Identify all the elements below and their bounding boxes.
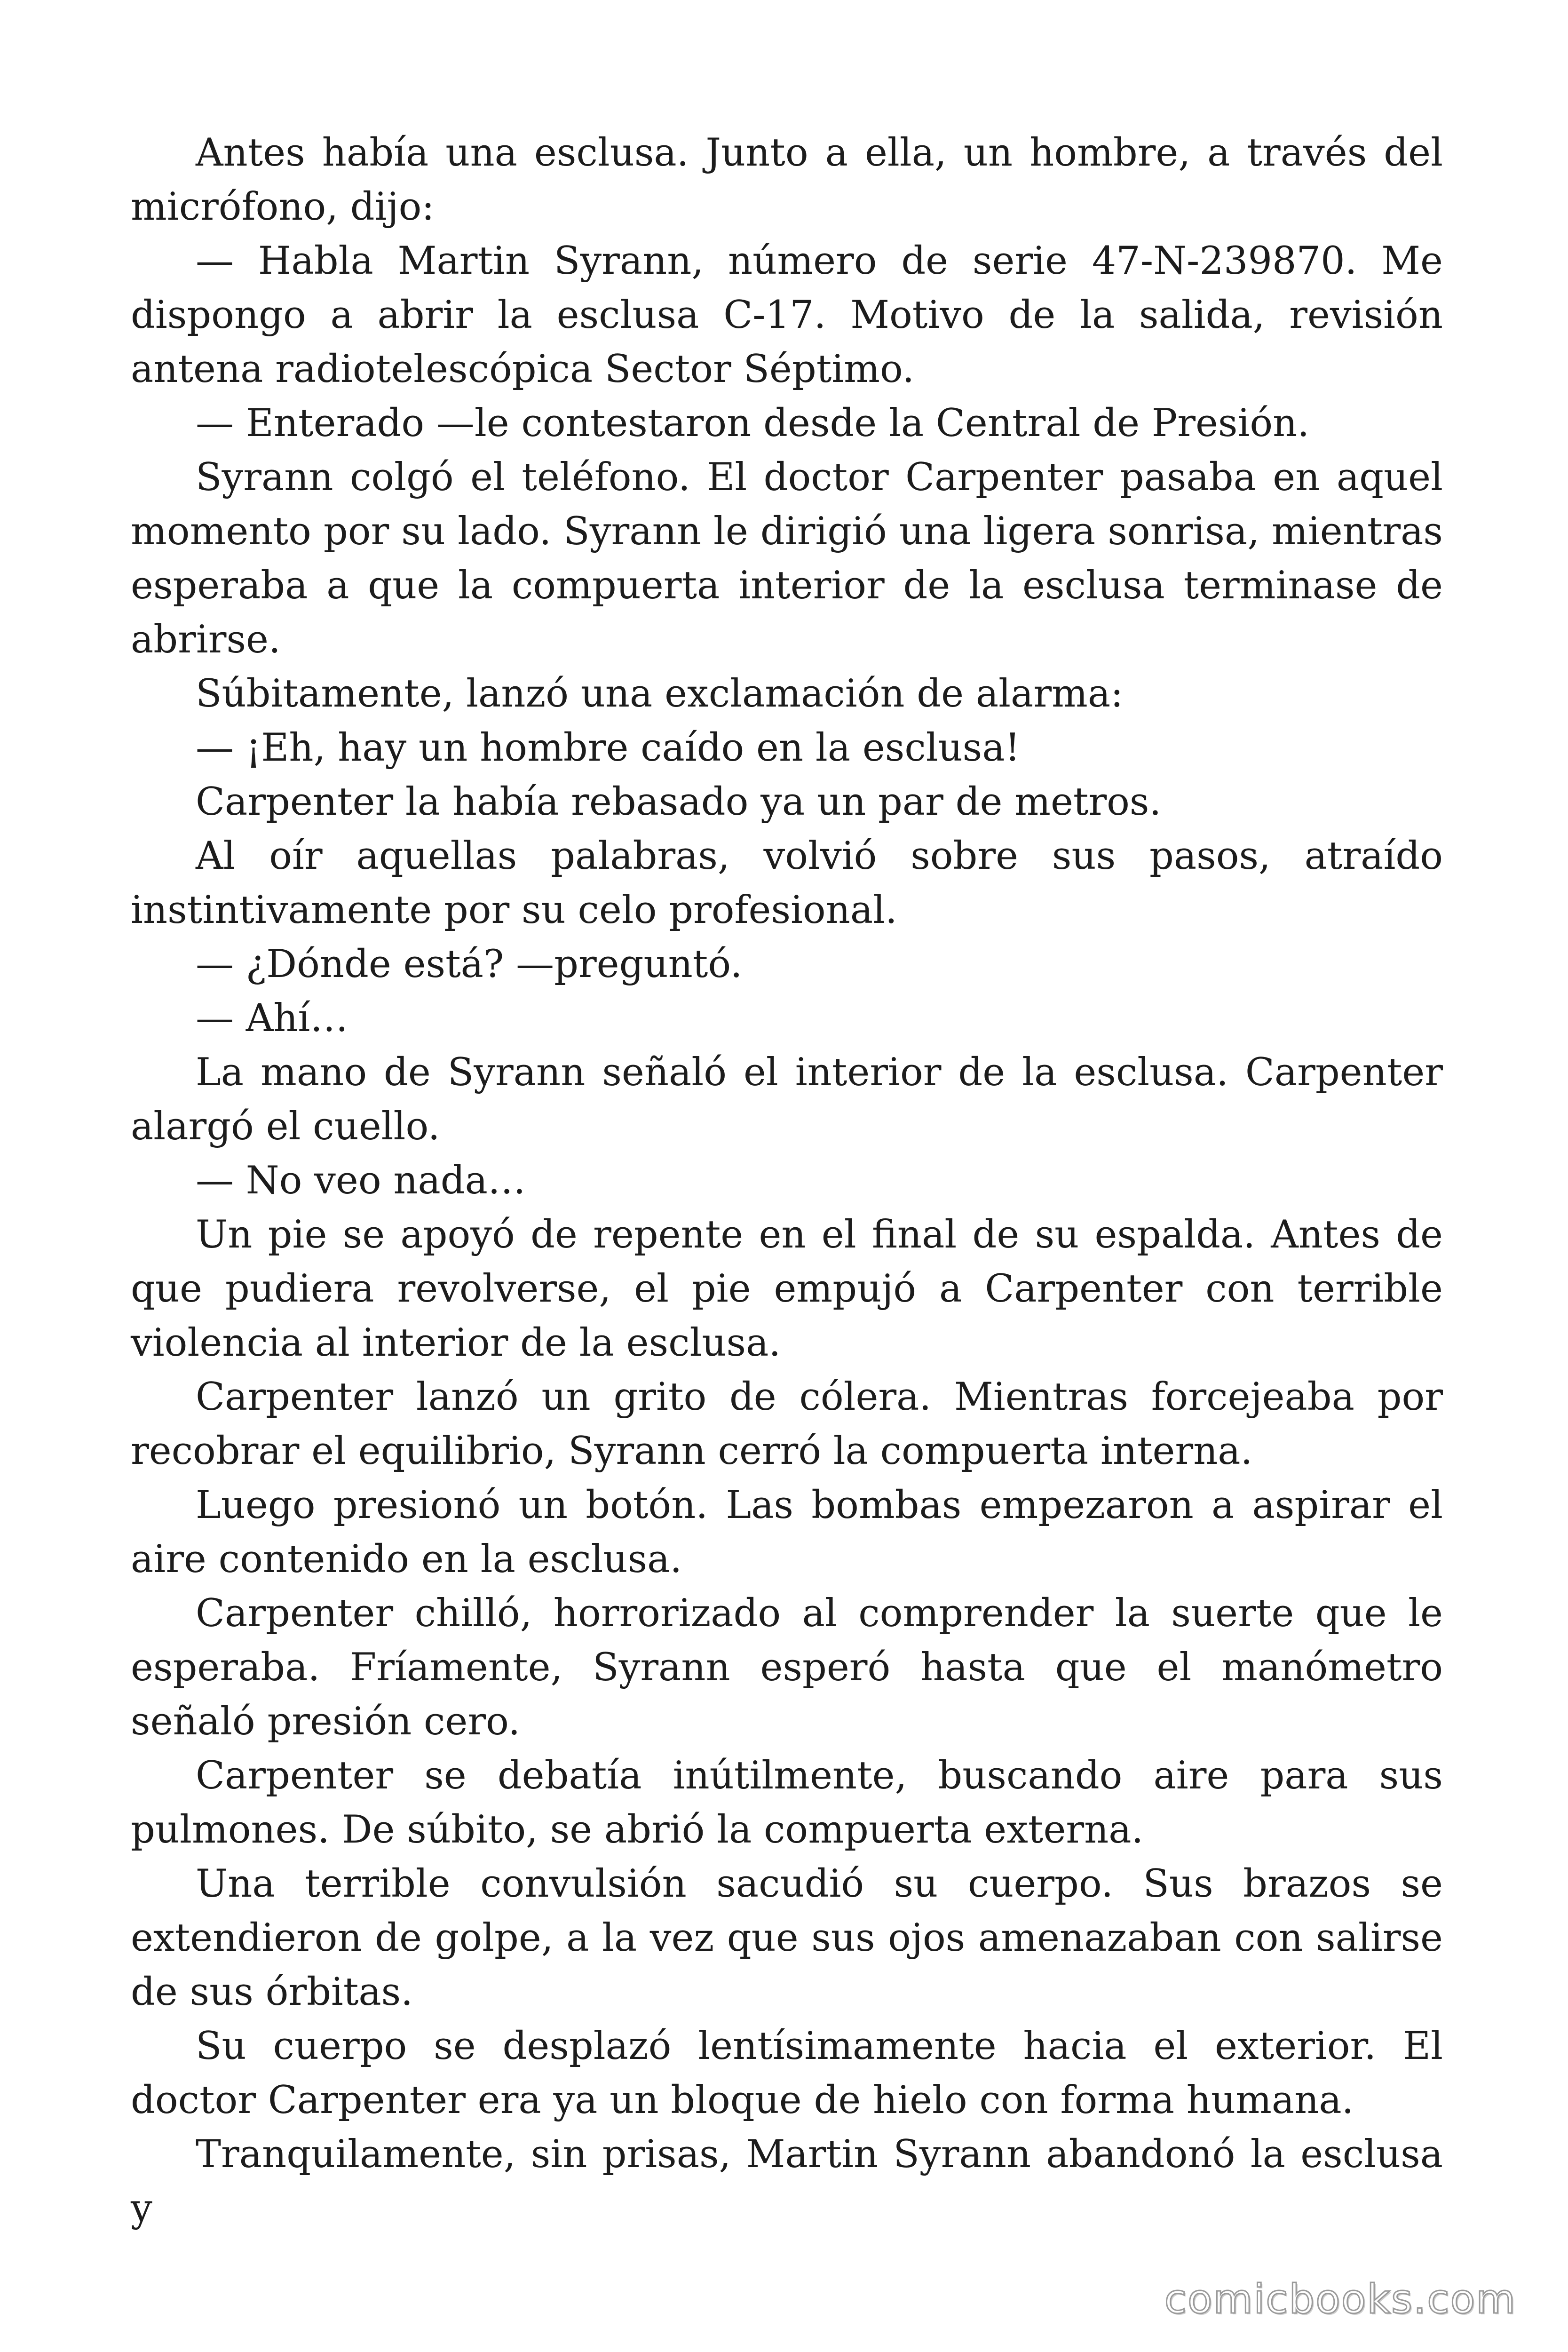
paragraph: Luego presionó un botón. Las bombas empezaron a aspirar el aire contenido en la esclusa. [131, 1483, 1443, 1581]
paragraph: — No veo nada… [196, 1159, 526, 1203]
paragraph: Su cuerpo se desplazó lentísimamente hacia el exterior. El doctor Carpenter era ya un bloque de hielo con forma humana. [131, 2024, 1443, 2122]
paragraph: La mano de Syrann señaló el interior de la esclusa. Carpenter alargó el cuello. [131, 1050, 1443, 1149]
paragraph: Un pie se apoyó de repente en el final de su espalda. Antes de que pudiera revolverse, el pie empujó a Carpenter con terrible violencia al interior de la esclusa. [131, 1213, 1443, 1365]
paragraph: Tranquilamente, sin prisas, Martin Syrann abandonó la esclusa y [131, 2132, 1443, 2231]
paragraph: — Ahí… [196, 996, 348, 1041]
paragraph: Syrann colgó el teléfono. El doctor Carpenter pasaba en aquel momento por su lado. Syrann le dirigió una ligera sonrisa, mientras esperaba a que la compuerta interior de la esclusa terminase de abrirse. [131, 455, 1443, 662]
paragraph: Súbitamente, lanzó una exclamación de alarma: [196, 672, 1124, 716]
paragraph: Antes había una esclusa. Junto a ella, un hombre, a través del micrófono, dijo: [131, 131, 1443, 229]
body-text [131, 126, 1443, 2236]
paragraph: — ¿Dónde está? —preguntó. [196, 942, 743, 986]
paragraph: — Habla Martin Syrann, número de serie 47-N-239870. Me dispongo a abrir la esclusa C-17. Motivo de la salida, revisión antena radiotelescópica Sector Séptimo. [131, 239, 1443, 391]
paragraph: Al oír aquellas palabras, volvió sobre sus pasos, atraído instintivamente por su celo profesional. [131, 834, 1443, 932]
paragraph: Carpenter lanzó un grito de cólera. Mientras forcejeaba por recobrar el equilibrio, Syrann cerró la compuerta interna. [131, 1375, 1443, 1473]
paragraph: — Enterado —le contestaron desde la Central de Presión. [196, 401, 1310, 445]
watermark: comicbooks.com [1164, 2276, 1516, 2323]
paragraph: Carpenter la había rebasado ya un par de metros. [196, 780, 1162, 824]
paragraph: Una terrible convulsión sacudió su cuerpo. Sus brazos se extendieron de golpe, a la vez que sus ojos amenazaban con salirse de sus órbitas. [131, 1862, 1443, 2014]
paragraph: — ¡Eh, hay un hombre caído en la esclusa! [196, 726, 1021, 770]
paragraph: Carpenter se debatía inútilmente, buscando aire para sus pulmones. De súbito, se abrió la compuerta externa. [131, 1754, 1443, 1852]
paragraph: Carpenter chilló, horrorizado al comprender la suerte que le esperaba. Fríamente, Syrann esperó hasta que el manómetro señaló presión cero. [131, 1591, 1443, 1744]
